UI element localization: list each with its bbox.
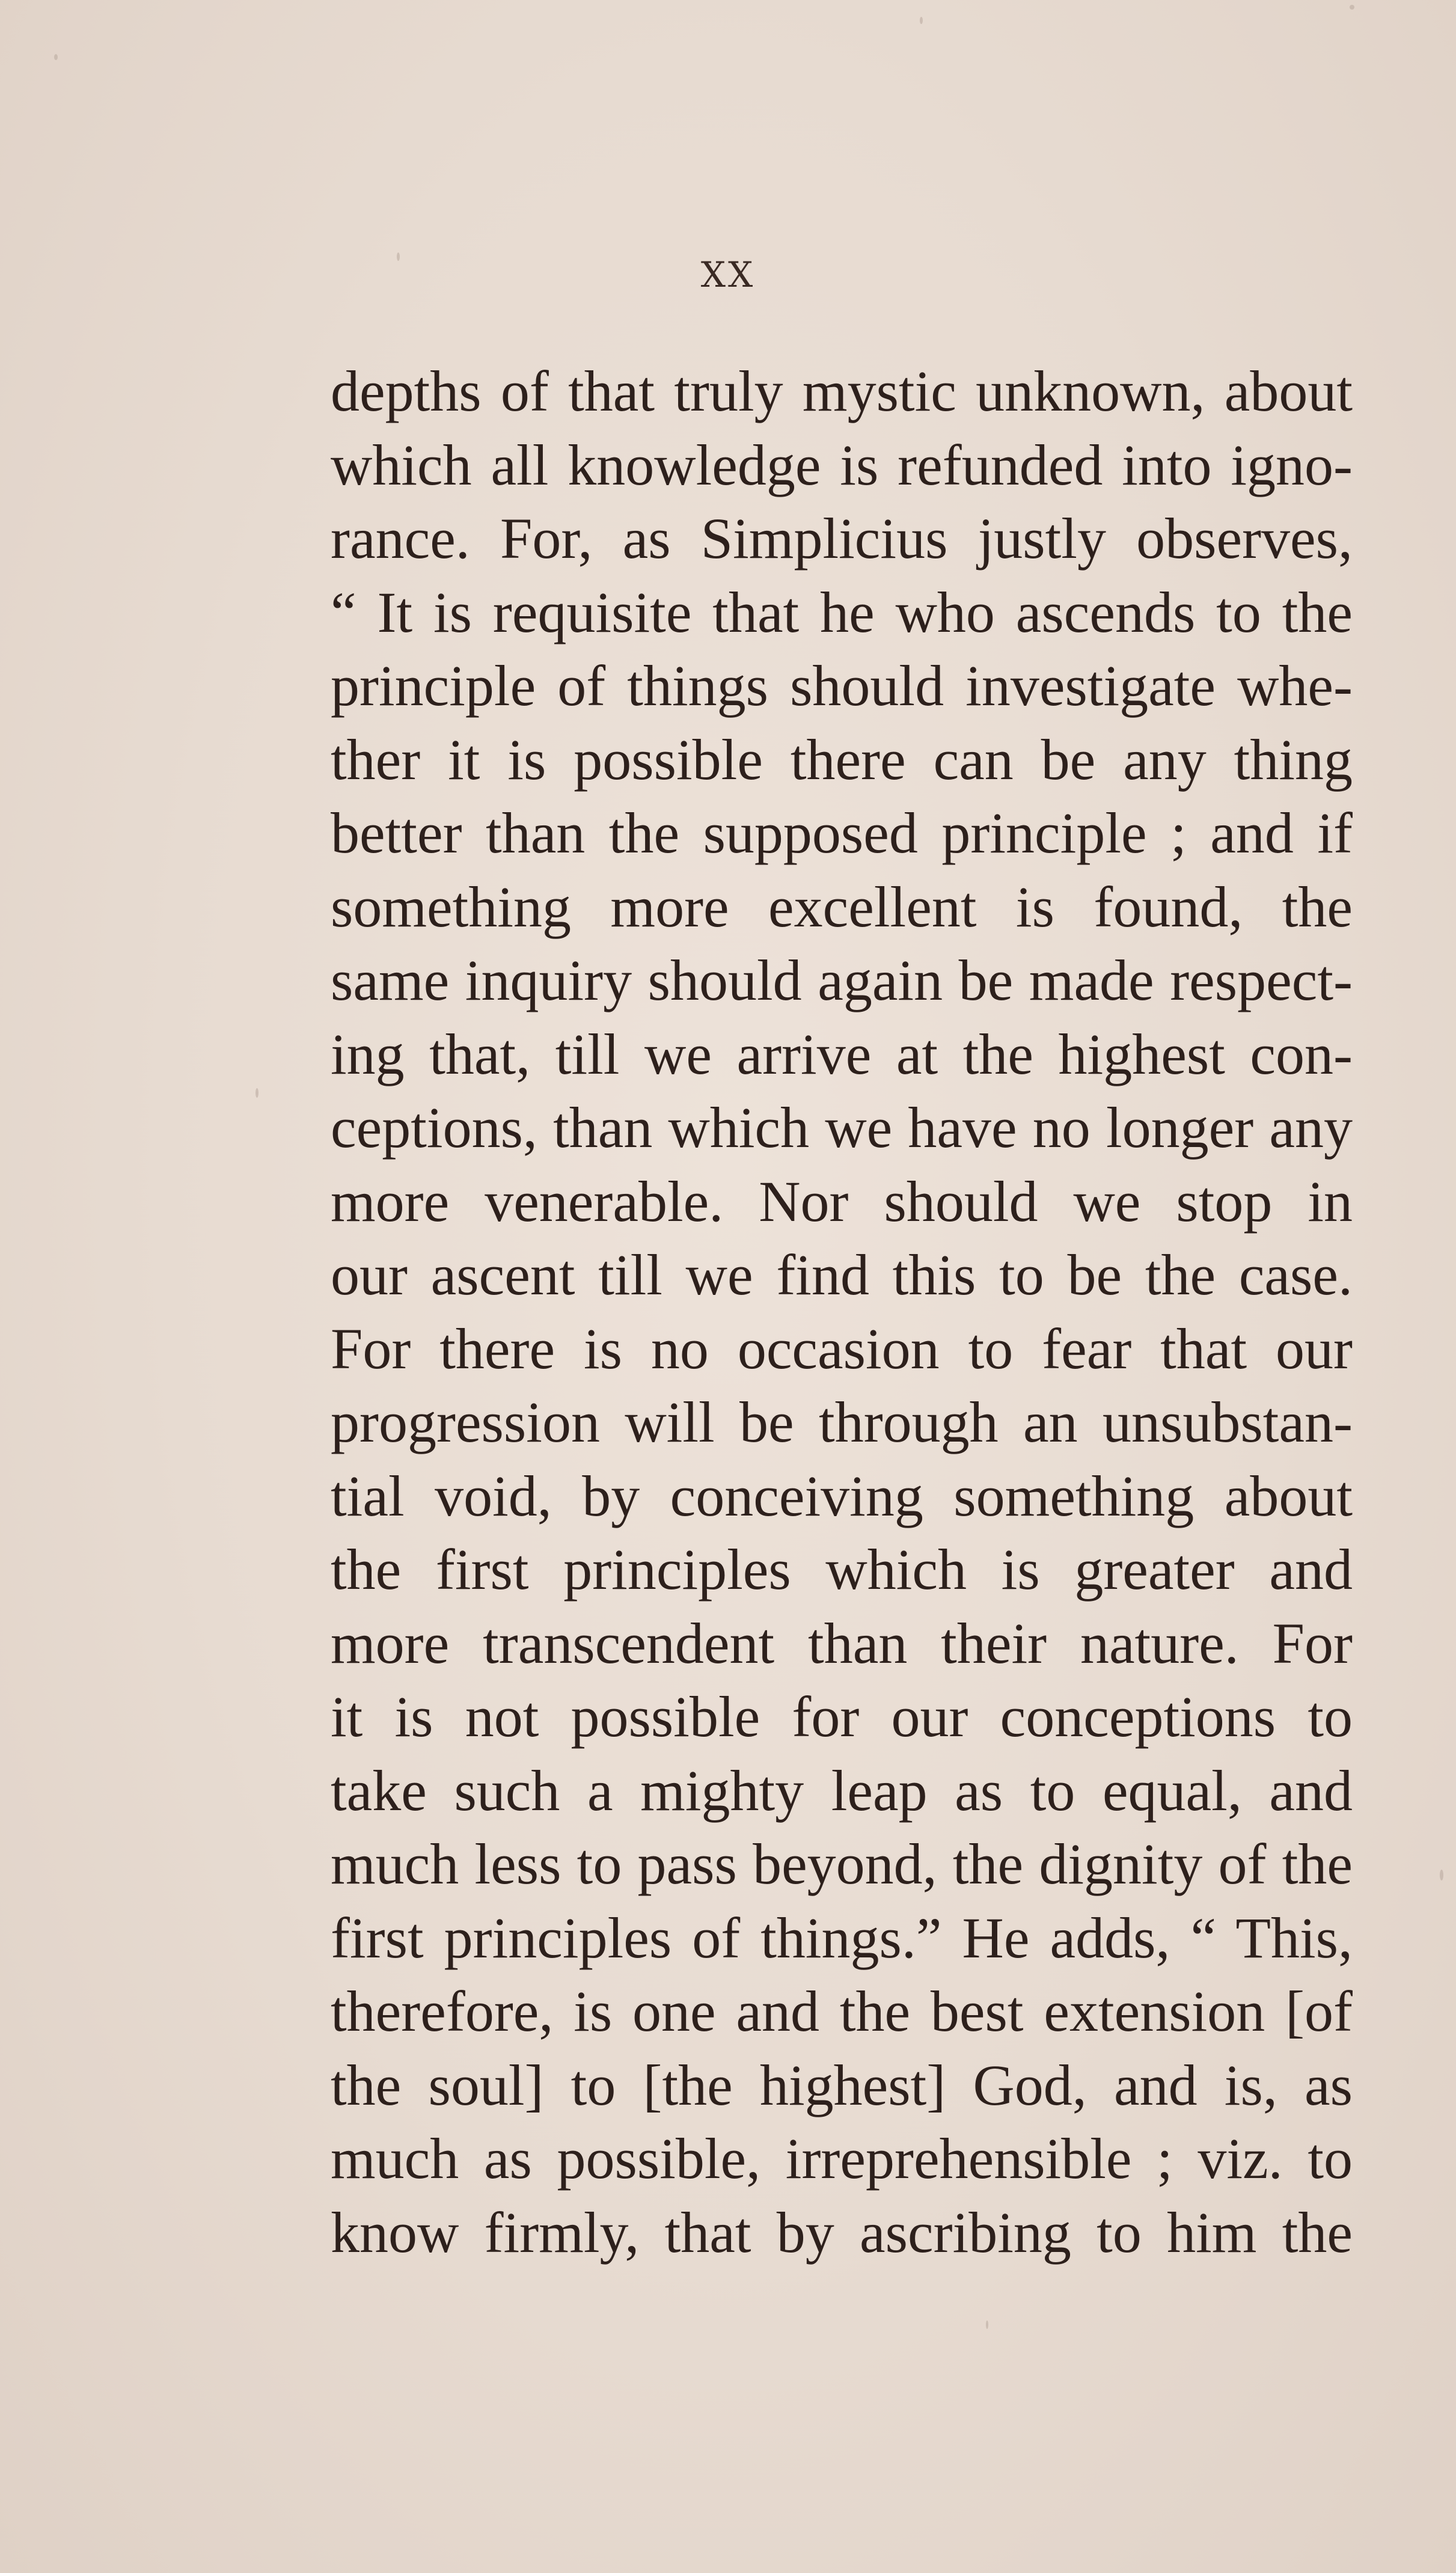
- text-line: progression will be through an unsubstan-: [331, 1390, 1353, 1454]
- paper-speck: [1350, 5, 1354, 10]
- text-line: depths of that truly mystic unknown, about: [331, 359, 1353, 423]
- text-line: much less to pass beyond, the dignity of the: [331, 1832, 1353, 1896]
- text-line: tial void, by conceiving something about: [331, 1463, 1353, 1528]
- text-line: therefore, is one and the best extension [of: [331, 1979, 1353, 2043]
- paper-speck: [54, 54, 58, 60]
- text-line: same inquiry should again be made respect-: [331, 948, 1353, 1012]
- text-line: ther it is possible there can be any thing: [331, 727, 1353, 792]
- text-line: much as possible, irreprehensible ; viz. to: [331, 2126, 1353, 2191]
- text-line: first principles of things.” He adds, “ This,: [331, 1905, 1353, 1970]
- text-line: ceptions, than which we have no longer any: [331, 1095, 1353, 1160]
- text-line: know firmly, that by ascribing to him the: [331, 2200, 1353, 2265]
- text-line: “ It is requisite that he who ascends to the: [331, 580, 1353, 644]
- text-line: it is not possible for our conceptions to: [331, 1684, 1353, 1749]
- text-line: the soul] to [the highest] God, and is, as: [331, 2052, 1353, 2117]
- text-line: something more excellent is found, the: [331, 874, 1353, 939]
- text-line: rance. For, as Simplicius justly observes,: [331, 506, 1353, 571]
- text-line: which all knowledge is refunded into igno-: [331, 432, 1353, 497]
- paper-speck: [255, 1088, 258, 1098]
- text-line: more transcendent than their nature. For: [331, 1611, 1353, 1675]
- text-line: more venerable. Nor should we stop in: [331, 1169, 1353, 1234]
- text-line: principle of things should investigate whe-: [331, 653, 1353, 718]
- text-line: better than the supposed principle ; and if: [331, 801, 1353, 865]
- page-number: XX: [700, 254, 756, 295]
- paper-speck: [920, 17, 923, 24]
- paper-speck: [986, 2321, 988, 2329]
- text-line: the first principles which is greater and: [331, 1537, 1353, 1602]
- text-line: For there is no occasion to fear that our: [331, 1316, 1353, 1381]
- paper-speck: [397, 252, 400, 261]
- text-line: ing that, till we arrive at the highest con-: [331, 1021, 1353, 1086]
- body-text: [331, 355, 1353, 2269]
- text-line: take such a mighty leap as to equal, and: [331, 1758, 1353, 1823]
- text-line: our ascent till we find this to be the case.: [331, 1243, 1353, 1307]
- paper-speck: [1440, 1870, 1443, 1880]
